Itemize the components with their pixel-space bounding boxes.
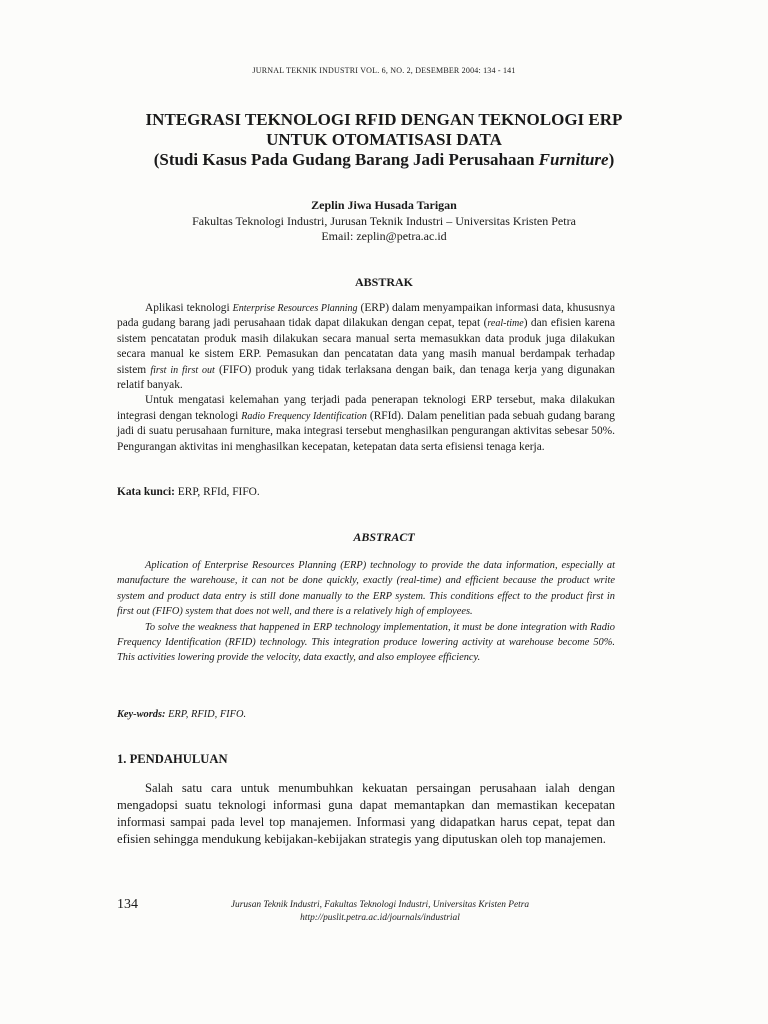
section-1-paragraph: Salah satu cara untuk menumbuhkan kekuatan persaingan perusahaan ialah dengan mengadopsi suatu teknologi informasi guna dapat memantapkan dan memastikan kecepatan informasi sampai pada level top manajemen. Informasi yang didapatkan harus cepat, tepat dan efisien sehingga mendukung kebijakan-kebijakan strategis yang diputuskan oleh top manajemen. [117, 781, 615, 846]
title-line-3 [0, 150, 768, 170]
key-words [117, 709, 246, 720]
affiliation-text: Fakultas Teknologi Industri, Jurusan Teknik Industri – Universitas Kristen Petra [192, 214, 576, 228]
abstract-paragraph-1: Aplication of Enterprise Resources Planning (ERP) technology to provide the data information, especially at manufacture the warehouse, it can not be done quickly, exactly (real-time) and efficient because the product write system and product data entry is still done manually to the ERP system. This conditions effect to the product first in first out (FIFO) system that does not well, and there is a relatively high of employees. [117, 560, 615, 618]
footer-url: http://puslit.petra.ac.id/journals/industrial [300, 913, 460, 923]
footer-institution: Jurusan Teknik Industri, Fakultas Teknologi Industri, Universitas Kristen Petra [230, 900, 530, 910]
author-email: Email: zeplin@petra.ac.id [321, 229, 447, 243]
abstract-heading: ABSTRACT [353, 530, 415, 544]
running-head: JURNAL TEKNIK INDUSTRI VOL. 6, NO. 2, DESEMBER 2004: 134 - 141 [252, 66, 516, 75]
abstract-body [117, 558, 615, 666]
abstrak-paragraph-2: Untuk mengatasi kelemahan yang terjadi pada penerapan teknologi ERP tersebut, maka dilakukan integrasi dengan teknologi Radio Frequency Identification (RFId). Dalam penelitian pada sebuah gudang barang jadi di suatu perusahaan furniture, maka integrasi tersebut menghasilkan pengurangan aktivitas sebesar 50%. Pengurangan aktivitas ini menghasilkan kecepatan, ketepatan data serta efisiensi tenaga kerja. [117, 394, 615, 453]
abstract-paragraph-2: To solve the weakness that happened in ERP technology implementation, it must be done integration with Radio Frequency Identification (RFID) technology. This integration produce lowering activity at warehouse become 50%. This activities lowering provide the velocity, data exactly, and also employee efficiency. [117, 621, 615, 664]
title-line-3-italic: Furniture [538, 150, 609, 169]
title-line-2: UNTUK OTOMATISASI DATA [266, 130, 502, 149]
kata-kunci [117, 486, 260, 498]
paper-title [0, 110, 768, 170]
section-1-heading: 1. PENDAHULUAN [117, 752, 228, 766]
abstrak-paragraph-1: Aplikasi teknologi Enterprise Resources Planning (ERP) dalam menyampaikan informasi data, khususnya pada gudang barang jadi perusahaan tidak dapat dilakukan dengan cepat, tepat (real-time) dan efisien karena sistem pencatatan produk masih dilakukan secara manual serta memasukkan data produk juga dilakukan secara manual ke sistem ERP. Pemasukan dan pencatatan data yang masih manual berdampak terhadap sistem first in first out (FIFO) produk yang tidak terlaksana dengan baik, dan tenaga kerja yang digunakan relatif banyak. [117, 302, 616, 392]
key-words-values: ERP, RFID, FIFO. [165, 709, 247, 720]
section-1-body [117, 780, 615, 848]
title-line-3-pre: (Studi Kasus Pada Gudang Barang Jadi Perusahaan [153, 150, 539, 169]
kata-kunci-values: ERP, RFId, FIFO. [174, 486, 260, 498]
kata-kunci-label: Kata kunci: [117, 486, 175, 498]
title-line-1: INTEGRASI TEKNOLOGI RFID DENGAN TEKNOLOGI ERP [145, 110, 623, 129]
abstrak-heading: ABSTRAK [354, 275, 413, 289]
abstrak-body [117, 301, 615, 455]
title-line-3-post: ) [608, 150, 615, 169]
key-words-label: Key-words: [117, 709, 166, 720]
page-footer [170, 899, 590, 925]
author-affiliation [0, 214, 768, 244]
page-number: 134 [117, 897, 138, 912]
author-name: Zeplin Jiwa Husada Tarigan [311, 198, 457, 212]
